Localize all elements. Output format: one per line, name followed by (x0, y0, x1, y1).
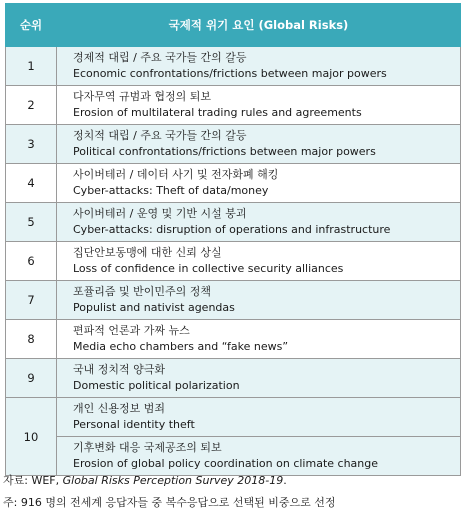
source-suffix: . (283, 474, 287, 487)
rank-cell: 4 (6, 164, 57, 203)
risk-cell (57, 281, 461, 320)
table-row (6, 437, 461, 476)
risk-korean: 경제적 대립 / 주요 국가들 간의 갈등 (73, 51, 247, 64)
risk-cell (57, 437, 461, 476)
risk-korean: 편파적 언론과 가짜 뉴스 (73, 324, 190, 337)
rank-cell: 2 (6, 86, 57, 125)
risk-english: Political confrontations/frictions between major powers (73, 145, 376, 158)
table-row (6, 320, 461, 359)
rank-cell: 5 (6, 203, 57, 242)
risk-cell (57, 125, 461, 164)
table-row (6, 164, 461, 203)
rank-cell: 6 (6, 242, 57, 281)
header-title: 국제적 위기 요인 (Global Risks) (57, 4, 461, 47)
risk-english: Economic confrontations/frictions between major powers (73, 67, 387, 80)
table-row (6, 47, 461, 86)
rank-cell: 3 (6, 125, 57, 164)
risk-korean: 개인 신용정보 범죄 (73, 402, 166, 415)
risk-korean: 정치적 대립 / 주요 국가들 간의 갈등 (73, 129, 247, 142)
table-row (6, 86, 461, 125)
risk-english: Loss of confidence in collective security alliances (73, 262, 344, 275)
risk-korean: 기후변화 대응 국제공조의 퇴보 (73, 441, 222, 454)
table-row (6, 281, 461, 320)
risk-english: Cyber-attacks: Theft of data/money (73, 184, 269, 197)
rank-cell: 9 (6, 359, 57, 398)
risk-english: Populist and nativist agendas (73, 301, 235, 314)
risk-korean: 사이버테러 / 운영 및 기반 시설 붕괴 (73, 207, 247, 220)
risk-cell (57, 86, 461, 125)
source-title: Global Risks Perception Survey 2018-19 (62, 474, 284, 487)
table-row (6, 242, 461, 281)
risk-korean: 집단안보동맹에 대한 신뢰 상실 (73, 246, 222, 259)
table-body (6, 47, 461, 476)
risk-korean: 국내 정치적 양극화 (73, 363, 166, 376)
risk-cell (57, 242, 461, 281)
source-prefix: 자료: WEF, (3, 474, 63, 487)
rank-cell: 7 (6, 281, 57, 320)
header-rank: 순위 (6, 4, 57, 47)
risk-korean: 다자무역 규범과 협정의 퇴보 (73, 90, 212, 103)
rank-cell: 8 (6, 320, 57, 359)
risk-english: Media echo chambers and “fake news” (73, 340, 289, 353)
risk-cell (57, 47, 461, 86)
risk-korean: 사이버테러 / 데이터 사기 및 전자화폐 해킹 (73, 168, 279, 181)
risk-cell (57, 359, 461, 398)
risk-english: Erosion of multilateral trading rules and agreements (73, 106, 362, 119)
table-row (6, 125, 461, 164)
global-risks-table (5, 3, 461, 476)
risk-cell (57, 164, 461, 203)
risk-english: Cyber-attacks: disruption of operations and infrastructure (73, 223, 391, 236)
note-footnote: 주: 916 명의 전세계 응답자들 중 복수응답으로 선택된 비중으로 선정 (3, 496, 336, 509)
risk-cell (57, 203, 461, 242)
table-row (6, 398, 461, 437)
risk-english: Personal identity theft (73, 418, 195, 431)
risk-cell (57, 320, 461, 359)
table-row (6, 203, 461, 242)
source-footnote (3, 472, 287, 488)
table-row (6, 359, 461, 398)
risk-english: Erosion of global policy coordination on climate change (73, 457, 378, 470)
risk-cell (57, 398, 461, 437)
risk-korean: 포퓰리즘 및 반이민주의 정책 (73, 285, 212, 298)
risk-english: Domestic political polarization (73, 379, 240, 392)
table-header-row (6, 4, 461, 47)
rank-cell: 10 (6, 398, 57, 476)
rank-cell: 1 (6, 47, 57, 86)
